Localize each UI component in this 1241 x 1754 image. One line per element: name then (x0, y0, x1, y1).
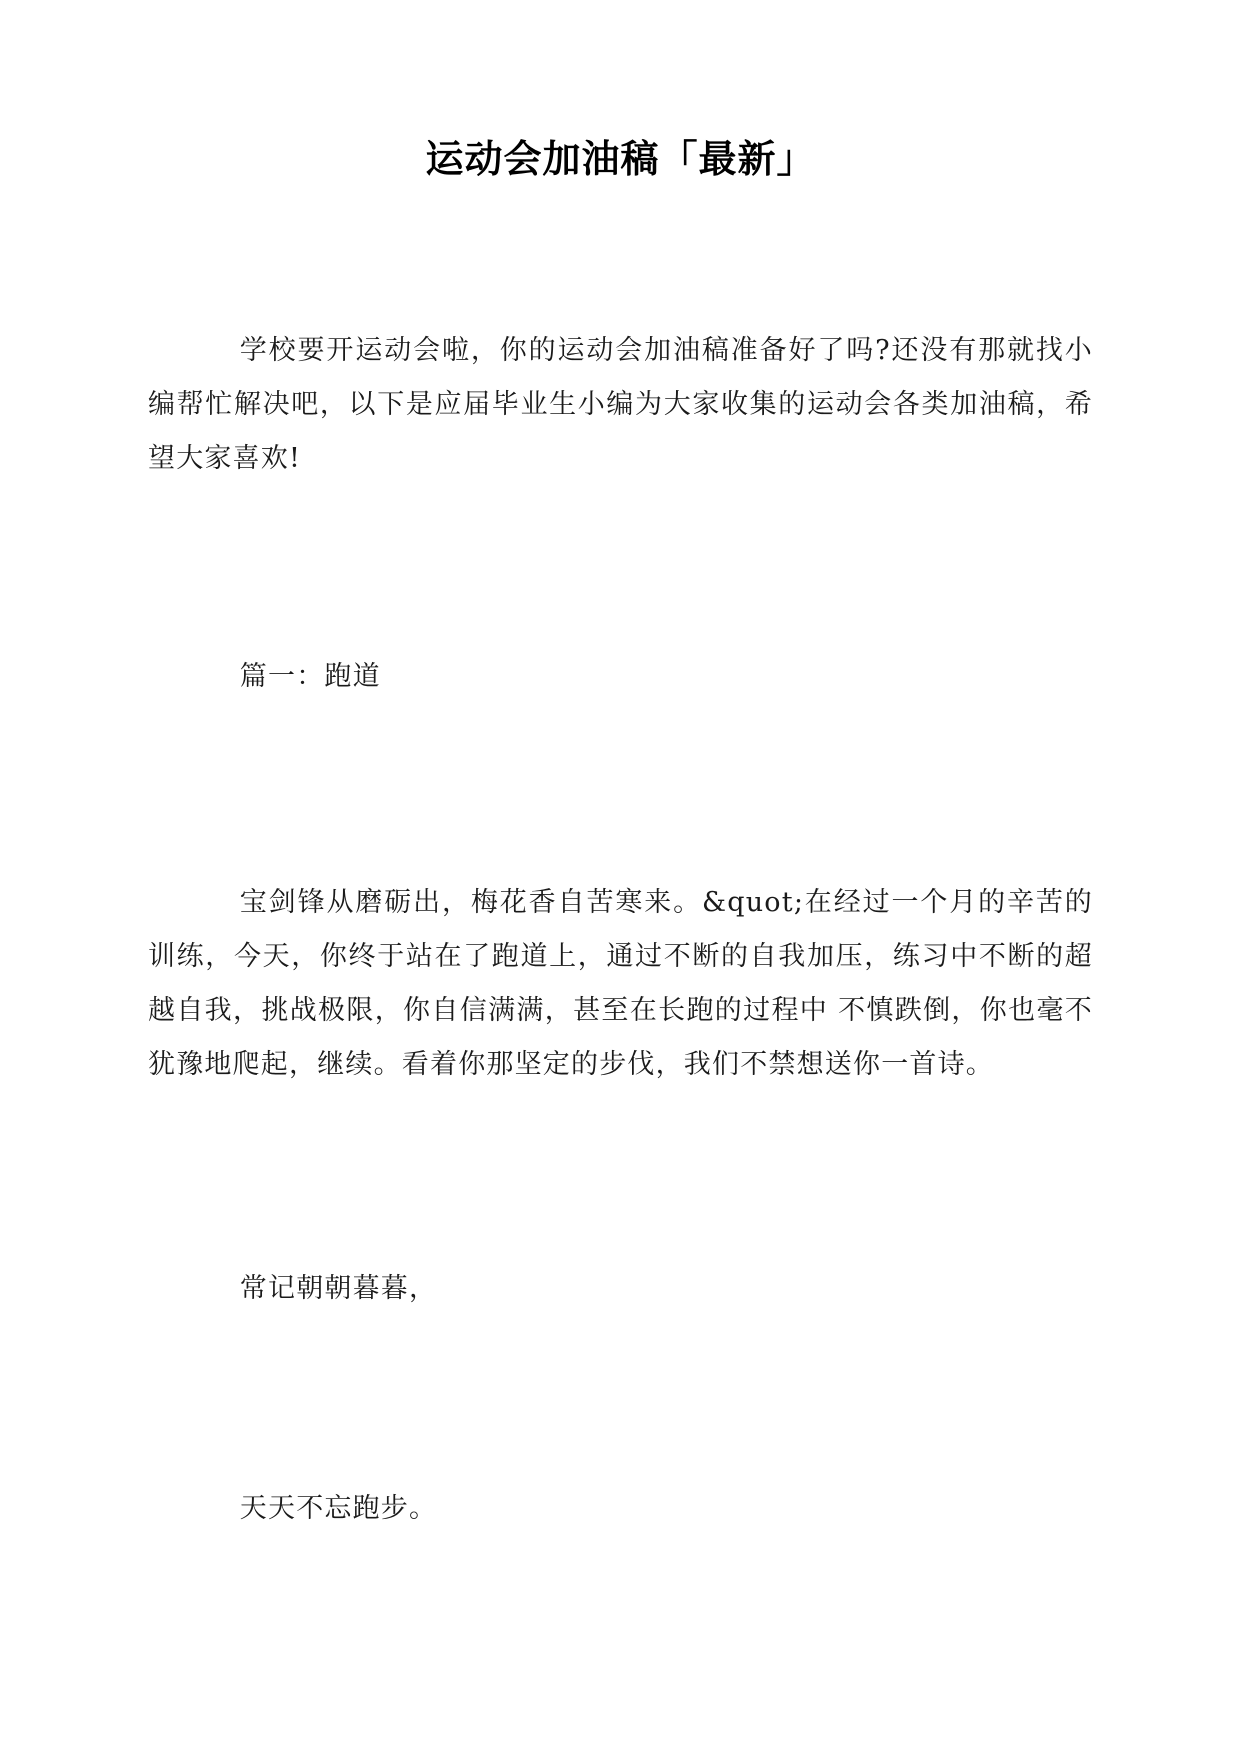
page-title: 运动会加油稿「最新」 (425, 136, 816, 181)
spacer-after-title (148, 185, 1093, 297)
spacer-between-verses (148, 1343, 1093, 1455)
spacer-after-intro (148, 513, 1093, 623)
section-heading: 篇一：跑道 (239, 661, 381, 693)
intro-paragraph: 学校要开运动会啦，你的运动会加油稿准备好了吗?还没有那就找小编帮忙解决吧，以下是应届毕业生小编为大家收集的运动会各类加油稿，希望大家喜欢! (148, 335, 1093, 475)
body-paragraph-1: 宝剑锋从磨砺出，梅花香自苦寒来。&quot;在经过一个月的辛苦的训练，今天，你终于站在了跑道上，通过不断的自我加压，练习中不断的超越自我，挑战极限，你自信满满，甚至在长跑的过程中 不慎跌倒，你也毫不犹豫地爬起，继续。看着你那坚定的步伐，我们不禁想送你一首诗。 (148, 887, 1093, 1081)
spacer-after-heading (148, 731, 1093, 849)
verse-line-1: 常记朝朝暮暮， (239, 1273, 438, 1305)
verse-line-2: 天天不忘跑步。 (239, 1493, 438, 1525)
spacer-after-paragraph-1 (148, 1119, 1093, 1235)
